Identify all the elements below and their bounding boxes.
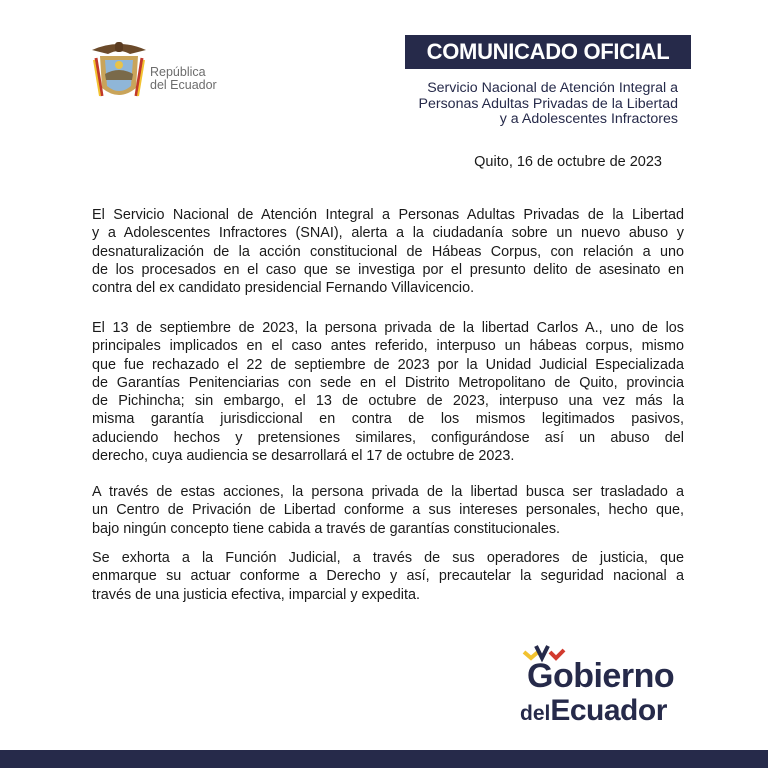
paragraph-line: El 13 de septiembre de 2023, la persona privada de la libertad Carlos A., uno de los (92, 320, 684, 336)
footer-bar (0, 750, 768, 768)
paragraph-line: un Centro de Privación de Libertad conforme a sus intereses personales, hecho que, (92, 502, 684, 519)
paragraph-line: bajo ningún concepto tiene cabida a través de garantías constitucionales. (92, 520, 561, 537)
paragraph-line: de Pichincha; sin embargo, el 13 de octubre de 2023, interpuso una vez más la (92, 393, 684, 410)
logo-gobierno-text: Gobierno (527, 657, 675, 695)
paragraph-line: desnaturalización de la acción constitucional de Hábeas Corpus, con relación a uno (92, 243, 684, 260)
paragraph-line: misma garantía jurisdiccional en contra de los mismos legitimados pasivos, (92, 411, 684, 428)
republica-del-ecuador-label (150, 66, 217, 92)
body-paragraph (92, 483, 684, 538)
logo-del-text: del (520, 702, 551, 725)
paragraph-line: A través de estas acciones, la persona privada de la libertad busca ser trasladado a (92, 484, 684, 500)
paragraph-line: aduciendo hechos y pretensiones similares, configurándose así un abuso del (92, 429, 684, 446)
paragraph-line: derecho, cuya audiencia se desarrollará el 17 de octubre de 2023. (92, 448, 515, 465)
body-paragraph (92, 549, 684, 604)
paragraph-line: de Garantías Penitenciarias con sede en el Distrito Metropolitano de Quito, provincia (92, 374, 684, 391)
paragraph-line: y a Adolescentes Infractores (SNAI), alerta a la ciudadanía sobre un nuevo abuso y (92, 225, 684, 242)
document-date: Quito, 16 de octubre de 2023 (474, 154, 662, 170)
country-line: del Ecuador (150, 78, 217, 92)
institution-name (419, 81, 678, 128)
coat-of-arms-logo (90, 40, 148, 102)
paragraph-line: de los procesados en el caso que se investiga por el presunto delito de asesinato en (92, 261, 684, 278)
institution-line: Servicio Nacional de Atención Integral a (427, 80, 678, 96)
logo-ecuador-text: Ecuador (550, 694, 667, 727)
paragraph-line: El Servicio Nacional de Atención Integral a Personas Adultas Privadas de la Libertad (92, 207, 684, 223)
institution-line: y a Adolescentes Infractores (499, 111, 678, 127)
paragraph-line: principales implicados en el caso antes referido, interpuso un hábeas corpus, mismo (92, 338, 684, 355)
paragraph-line: contra del ex candidato presidencial Fernando Villavicencio. (92, 280, 475, 297)
country-line: República (150, 65, 206, 79)
body-paragraph (92, 319, 684, 465)
institution-line: Personas Adultas Privadas de la Libertad (418, 95, 678, 112)
paragraph-line: que fue rechazado el 22 de septiembre de 2023 por la Unidad Judicial Especializada (92, 356, 684, 373)
paragraph-line: enmarque su actuar conforme a Derecho y así, precautelar la seguridad nacional a (92, 568, 684, 585)
comunicado-oficial-banner: COMUNICADO OFICIAL (405, 35, 691, 69)
body-paragraph (92, 206, 684, 297)
paragraph-line: Se exhorta a la Función Judicial, a través de sus operadores de justicia, que (92, 550, 684, 566)
paragraph-line: través de una justicia efectiva, imparcial y expedita. (92, 586, 420, 603)
